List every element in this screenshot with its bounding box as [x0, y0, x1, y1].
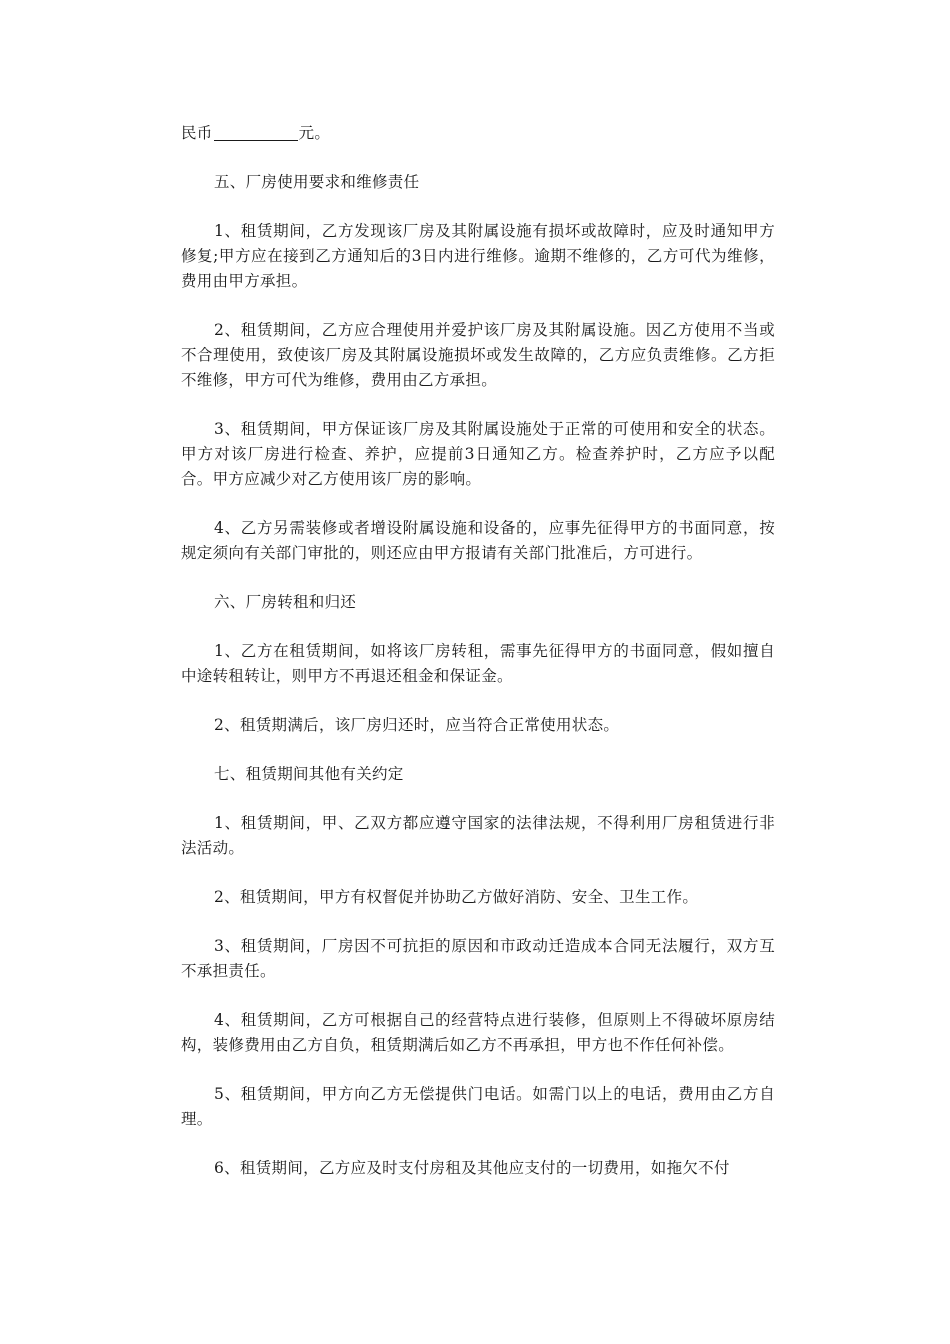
clause-5-2: 2、租赁期间，乙方应合理使用并爱护该厂房及其附属设施。因乙方使用不当或不合理使用，致使该厂房及其附属设施损坏或发生故障的，乙方应负责维修。乙方拒不维修，甲方可代为维修，费用由乙方承担。: [181, 321, 775, 389]
clause-5-1: 1、租赁期间，乙方发现该厂房及其附属设施有损坏或故障时，应及时通知甲方修复;甲方应在接到乙方通知后的3日内进行维修。逾期不维修的，乙方可代为维修，费用由甲方承担。: [181, 222, 775, 290]
clause-7-6: 6、租赁期间，乙方应及时支付房租及其他应支付的一切费用，如拖欠不付: [214, 1159, 730, 1177]
opening-line: [181, 121, 775, 146]
clause-5-4: 4、乙方另需装修或者增设附属设施和设备的，应事先征得甲方的书面同意，按规定须向有关部门审批的，则还应由甲方报请有关部门批准后，方可进行。: [181, 519, 775, 562]
clause-7-5: 5、租赁期间，甲方向乙方无偿提供门电话。如需门以上的电话，费用由乙方自理。: [181, 1085, 775, 1128]
clause-6-2: 2、租赁期满后，该厂房归还时，应当符合正常使用状态。: [214, 716, 620, 734]
clause-6-1: 1、乙方在租赁期间，如将该厂房转租，需事先征得甲方的书面同意，假如擅自中途转租转让，则甲方不再退还租金和保证金。: [181, 642, 775, 685]
opening-prefix: 民币: [181, 124, 213, 142]
amount-blank: [214, 122, 298, 141]
opening-suffix: 元。: [298, 124, 331, 142]
clause-7-1: 1、租赁期间，甲、乙双方都应遵守国家的法律法规，不得利用厂房租赁进行非法活动。: [181, 814, 775, 857]
section-heading-7: 七、租赁期间其他有关约定: [214, 765, 404, 783]
clause-5-3: 3、租赁期间，甲方保证该厂房及其附属设施处于正常的可使用和安全的状态。甲方对该厂房进行检查、养护，应提前3日通知乙方。检查养护时，乙方应予以配合。甲方应减少对乙方使用该厂房的影响。: [181, 420, 775, 488]
section-heading-5: 五、厂房使用要求和维修责任: [214, 173, 420, 191]
section-heading-6: 六、厂房转租和归还: [214, 593, 357, 611]
clause-7-3: 3、租赁期间，厂房因不可抗拒的原因和市政动迁造成本合同无法履行，双方互不承担责任。: [181, 937, 775, 980]
clause-7-4: 4、租赁期间，乙方可根据自己的经营特点进行装修，但原则上不得破坏原房结构，装修费用由乙方自负，租赁期满后如乙方不再承担，甲方也不作任何补偿。: [181, 1011, 775, 1054]
clause-7-2: 2、租赁期间，甲方有权督促并协助乙方做好消防、安全、卫生工作。: [214, 888, 699, 906]
document-body: [181, 121, 775, 1205]
